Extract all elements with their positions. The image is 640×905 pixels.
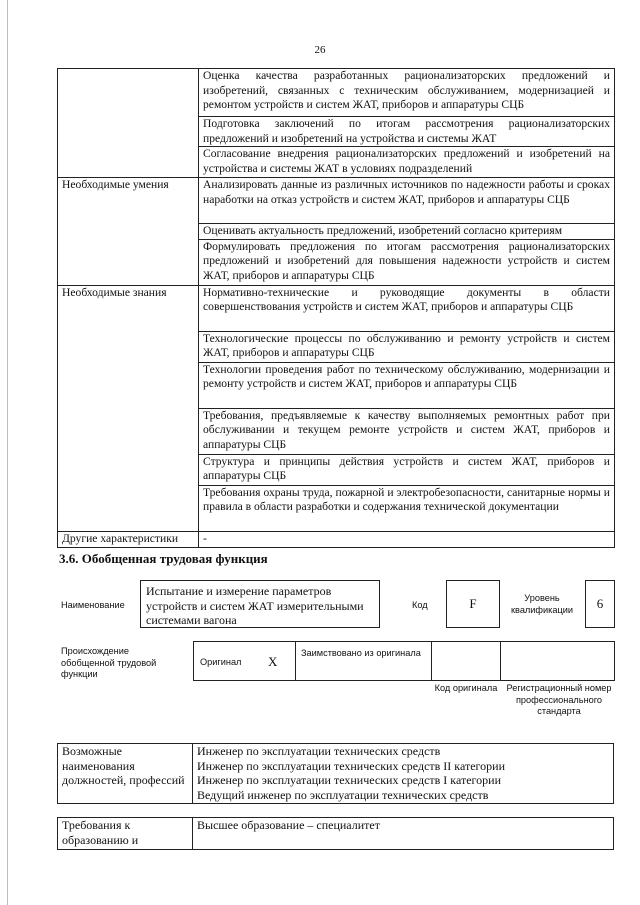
positions-list — [193, 744, 614, 804]
borrowed-cell — [295, 641, 432, 681]
table-row — [58, 818, 614, 850]
code-value: F — [446, 580, 500, 628]
table-row — [58, 744, 614, 804]
knowledge-cell: Нормативно-технические и руководящие документы в области совершенствования устройств и систем ЖАТ, приборов и аппаратуры СЦБ — [199, 285, 615, 331]
reg-number-cell — [500, 641, 615, 681]
list-item: Инженер по эксплуатации технических средств — [197, 744, 441, 758]
task-cell: Оценка качества разработанных рационализаторских предложений и изобретений, связанных с техническим обслуживанием, модернизацией и ремонтом устройств и систем ЖАТ, приборов и аппаратуры СЦБ — [199, 69, 615, 117]
task-cell: Подготовка заключений по итогам рассмотрения рационализаторских предложений и изобретений на устройства и системы ЖАТ — [199, 117, 615, 147]
row-label-knowledge: Необходимые знания — [58, 285, 199, 531]
education-table — [57, 817, 614, 850]
table-row — [58, 531, 615, 547]
level-value: 6 — [585, 580, 615, 628]
level-label: Уровень квалификации — [511, 593, 573, 615]
other-cell: - — [199, 531, 615, 547]
education-label: Требования к образованию и — [58, 818, 193, 850]
page-left-edge — [7, 0, 8, 905]
knowledge-cell: Структура и принципы действия устройств и систем ЖАТ, приборов и аппаратуры СЦБ — [199, 454, 615, 485]
row-label-other: Другие характеристики — [58, 531, 199, 547]
positions-table — [57, 743, 614, 804]
knowledge-cell: Требования, предъявляемые к качеству выполняемых ремонтных работ при обслуживании и текущем ремонте устройств и систем ЖАТ, приборов и аппаратуры СЦБ — [199, 408, 615, 454]
list-item: Инженер по эксплуатации технических средств I категории — [197, 773, 502, 787]
skill-cell: Оценивать актуальность предложений, изобретений согласно критериям — [199, 224, 615, 240]
table-row — [58, 285, 615, 331]
code-original-caption: Код оригинала — [434, 683, 498, 693]
positions-label: Возможные наименования должностей, профессий — [58, 744, 193, 804]
code-label: Код — [412, 600, 428, 610]
code-original-cell — [431, 641, 501, 681]
row-label-skills: Необходимые умения — [58, 178, 199, 286]
table-row — [58, 178, 615, 224]
name-value: Испытание и измерение параметров устройств и систем ЖАТ измерительными системами вагона — [146, 584, 364, 627]
knowledge-cell: Требования охраны труда, пожарной и электробезопасности, санитарные нормы и правила в области разработки и содержания технической документации — [199, 485, 615, 531]
knowledge-cell: Технологические процессы по обслуживанию и ремонту устройств и систем ЖАТ, приборов и аппаратуры СЦБ — [199, 331, 615, 362]
origin-label: Происхождение обобщенной трудовой функции — [61, 646, 157, 679]
original-mark: X — [268, 654, 278, 669]
page-number: 26 — [314, 44, 326, 56]
knowledge-cell: Технологии проведения работ по техническому обслуживанию, модернизации и ремонту устройств и систем ЖАТ, приборов и аппаратуры СЦБ — [199, 362, 615, 408]
original-label: Оригинал — [200, 657, 242, 667]
row-label — [58, 69, 199, 178]
list-item: Ведущий инженер по эксплуатации технических средств — [197, 787, 489, 802]
competencies-table — [57, 68, 615, 548]
borrowed-label: Заимствовано из оригинала — [301, 648, 421, 658]
skill-cell: Формулировать предложения по итогам рассмотрения рационализаторских предложений и изобретений для повышения надежности устройств и систем ЖАТ, приборов и аппаратуры СЦБ — [199, 239, 615, 285]
list-item: Инженер по эксплуатации технических средств II категории — [197, 758, 505, 773]
name-label: Наименование — [61, 600, 125, 610]
section-heading: 3.6. Обобщенная трудовая функция — [59, 551, 268, 566]
table-row — [58, 69, 615, 117]
task-cell: Согласование внедрения рационализаторских предложений и изобретений на устройства и системы ЖАТ в условиях подразделений — [199, 147, 615, 178]
education-value: Высшее образование – специалитет — [193, 818, 614, 850]
name-box — [140, 580, 380, 628]
reg-number-caption: Регистрационный номер профессионального стандарта — [506, 683, 612, 716]
skill-cell: Анализировать данные из различных источников по надежности работы и сроках наработки на отказ устройств и систем ЖАТ, приборов и аппаратуры СЦБ — [199, 178, 615, 224]
